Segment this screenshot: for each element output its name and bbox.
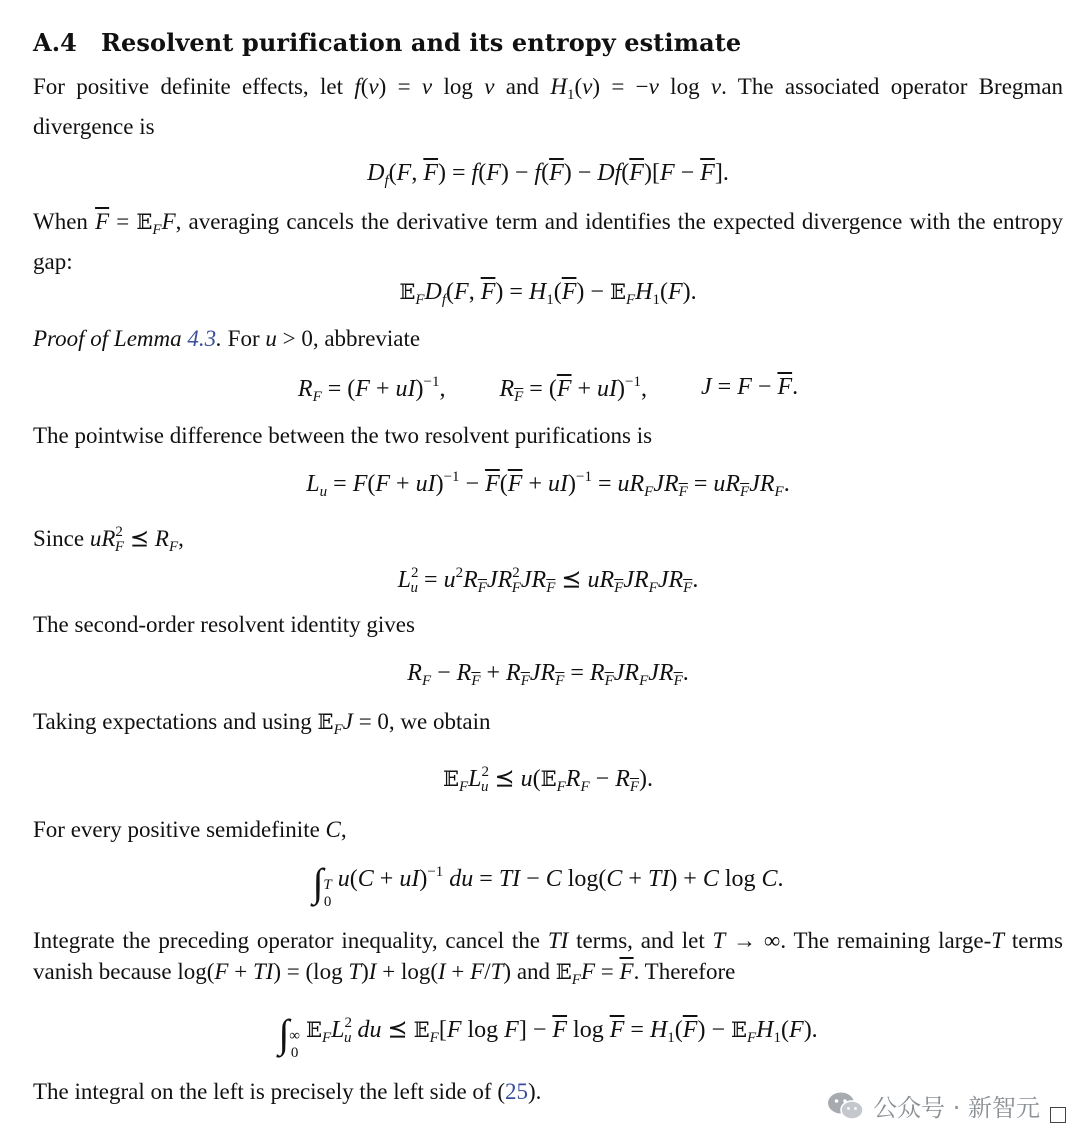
para-6: Taking expectations and using 𝔼$_F$J = 0, we obtain <box>33 709 491 738</box>
section-title: Resolvent purification and its entropy estimate <box>100 28 742 57</box>
equation-entropy-gap: $𝔼_FD_f(F$, $\overline{F}) = H_1(\overline{F})$ − $𝔼_FH_1(F)$. <box>399 279 697 308</box>
para-9: The integral on the left is precisely the left side of (25). <box>33 1079 542 1104</box>
equation-lu-squared: $L^2_u = u^2R_{\overline{F}}JR^2_FJR_{\overline{F}}$ ⪯ $uR_{\overline{F}}JR_FJR_{\overline{F}}$. <box>397 565 699 596</box>
section-heading <box>33 28 1063 57</box>
equation-ref-link[interactable]: 25 <box>504 1079 528 1104</box>
para-8: Integrate the preceding operator inequality, cancel the TI terms, and let T → ∞. The remaining large-T terms vanish because log(F + TI) = (log T)I + log(I + F/T) and 𝔼$_F$F = $\overline{F}$. Therefore <box>33 928 1063 988</box>
equation-lu: $L_u = F(F + uI)^{-1} - \overline{F}(\overline{F} + uI)^{-1} = uR_FJR_{\overline{F}} = uR_{\overline{F}}JR_F$. <box>306 469 790 500</box>
eq-j-def: $J = F - \overline{F}$. <box>701 374 799 400</box>
para-9-text: The integral on the left is precisely the left side of <box>33 1079 492 1104</box>
equation-expectation: $𝔼_FL^2_u$ ⪯ $u(𝔼_FR_F - R_{\overline{F}})$. <box>442 764 654 795</box>
proof-label: Proof of Lemma <box>33 326 182 351</box>
equation-final: ∫∞ $0𝔼_FL^2_u$ du ⪯ 𝔼$_F$[F $\log F] - \overline{F}$ $\log \overline{F} = H_1(\overline{F})$ − $𝔼_FH_1(F)$. <box>278 1011 818 1061</box>
equation-resolvent-identity: $R_F - R_{\overline{F}} + R_{\overline{F}}JR_{\overline{F}} = R_{\overline{F}}JR_FJR_{\overline{F}}$. <box>407 660 689 689</box>
section-number: A.4 <box>33 28 77 57</box>
para-2: When $\overline{F}$ = 𝔼$_F$F, averaging cancels the derivative term and identifies the expected divergence with the entropy gap: <box>33 209 1063 274</box>
eq-resolvent-f: $R_F = (F + uI)^{-1}$, <box>297 374 446 405</box>
wechat-icon <box>827 1091 865 1121</box>
equation-integral-c: ∫T 0u(C + uI)$^{-1}$ du = TI − C log(C + TI) + C log C. <box>312 860 784 910</box>
equation-bregman: $D_f(F$, $\overline{F}) = f(F) - f(\overline{F}) - Df(\overline{F})[F - \overline{F}]$. <box>367 160 729 189</box>
para-4: Since $uR^2_F$ ⪯ $R_F$, <box>33 524 184 555</box>
lemma-ref-link[interactable]: 4.3 <box>187 326 217 351</box>
square-icon <box>1050 1107 1066 1123</box>
para-3: The pointwise difference between the two resolvent purifications is <box>33 423 653 448</box>
eq-resolvent-fbar: $R_{\overline{F}} = (\overline{F} + uI)^{-1}$, <box>499 374 648 405</box>
equation-abbreviations <box>33 374 1063 406</box>
paper-page <box>33 28 1063 1107</box>
para-5: The second-order resolvent identity gives <box>33 612 415 637</box>
watermark-text: 公众号 · 新智元 <box>873 1094 1040 1122</box>
proof-intro: Proof of Lemma 4.3. For u > 0, abbreviate <box>33 326 421 351</box>
para-7: For every positive semidefinite C, <box>33 817 347 842</box>
watermark <box>827 1088 1066 1123</box>
para-1: For positive definite effects, let f(v) = v log v and $H_1(v) = -v$ log v. The associated operator Bregman divergence is <box>33 74 1064 139</box>
